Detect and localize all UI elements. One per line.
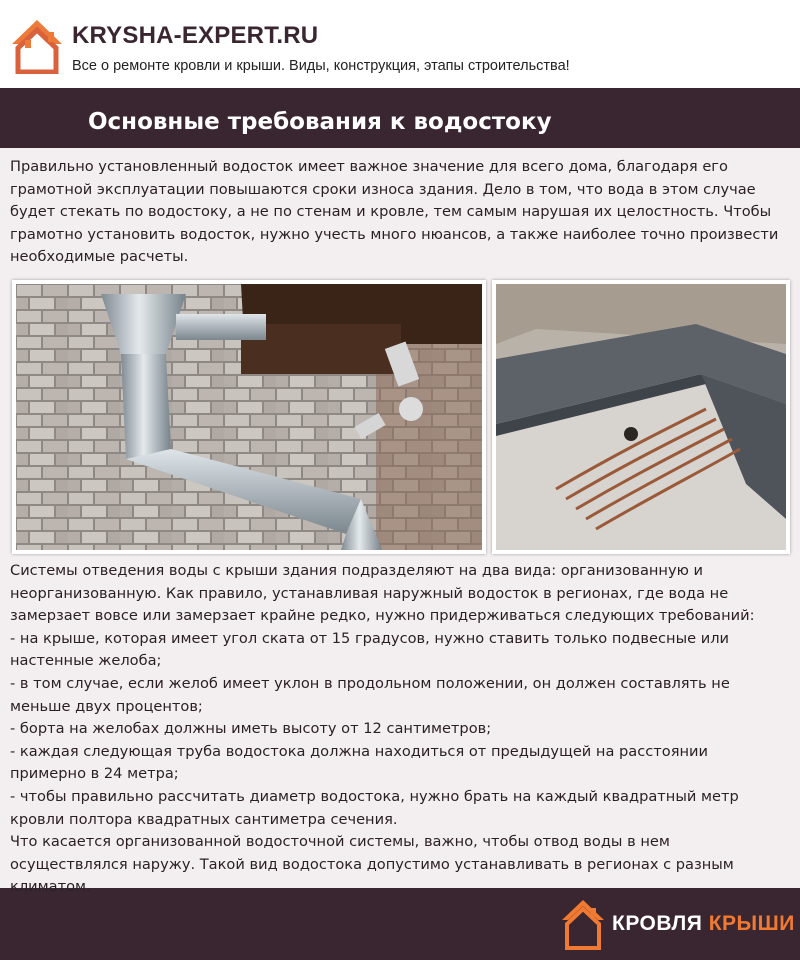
text-line: настенные желоба; — [10, 652, 162, 670]
text-line: примерно в 24 метра; — [10, 765, 179, 783]
footer-brand-word-2: КРЫШИ — [708, 912, 795, 935]
text-line: меньше двух процентов; — [10, 697, 203, 715]
requirements-paragraph — [10, 560, 786, 899]
flat-roof-photo — [492, 280, 790, 554]
text-line: - на крыше, которая имеет угол ската от 15 градусов, нужно ставить только подвесные или — [10, 629, 730, 647]
text-line: - каждая следующая труба водостока должна находиться от предыдущей на расстоянии — [10, 742, 709, 760]
text-line: осуществлялся наружу. Такой вид водостока допустимо устанавливать в регионах с разным — [10, 855, 734, 873]
text-line: кровли полтора квадратных сантиметра сечения. — [10, 810, 398, 828]
text-line: грамотной эксплуатации повышаются сроки износа здания. Дело в том, что вода в этом случае — [10, 180, 756, 198]
text-line: Системы отведения воды с крыши здания подразделяют на два вида: организованную и — [10, 562, 704, 579]
text-line: - в том случае, если желоб имеет уклон в продольном положении, он должен составлять не — [10, 674, 730, 692]
text-line: необходимые расчеты. — [10, 248, 189, 266]
text-line: Что касается организованной водосточной системы, важно, чтобы отвод воды в нем — [10, 833, 670, 851]
footer-brand — [612, 912, 795, 936]
text-line: Правильно установленный водосток имеет важное значение для всего дома, благодаря его — [10, 158, 728, 175]
downspout-photo — [12, 280, 486, 554]
site-tagline: Все о ремонте кровли и крыши. Виды, конструкция, этапы строительства! — [72, 58, 570, 74]
footer-house-logo-icon — [560, 898, 606, 952]
text-line: - чтобы правильно рассчитать диаметр водостока, нужно брать на каждый квадратный метр — [10, 787, 739, 805]
site-header — [0, 0, 800, 88]
text-line: будет стекать по водостоку, а не по стенам и кровле, тем самым нарушая их целостность. Чтобы — [10, 203, 772, 221]
text-line: замерзает вовсе или замерзает крайне редко, нужно придерживаться следующих требований: — [10, 607, 755, 625]
text-line: - борта на желобах должны иметь высоту от 12 сантиметров; — [10, 720, 492, 738]
house-logo-icon[interactable] — [10, 18, 64, 74]
text-line: неорганизованную. Как правило, устанавливая наружный водосток в регионах, где вода не — [10, 584, 729, 602]
intro-paragraph — [10, 156, 786, 269]
article-content — [0, 148, 800, 896]
text-line: климатом. — [10, 878, 91, 896]
text-line: грамотно установить водосток, нужно учесть много нюансов, а также наиболее точно произвести — [10, 225, 779, 243]
page-title: Основные требования к водостоку — [0, 96, 655, 148]
site-name[interactable]: KRYSHA-EXPERT.RU — [72, 22, 319, 49]
footer-brand-word-1: КРОВЛЯ — [612, 912, 703, 935]
